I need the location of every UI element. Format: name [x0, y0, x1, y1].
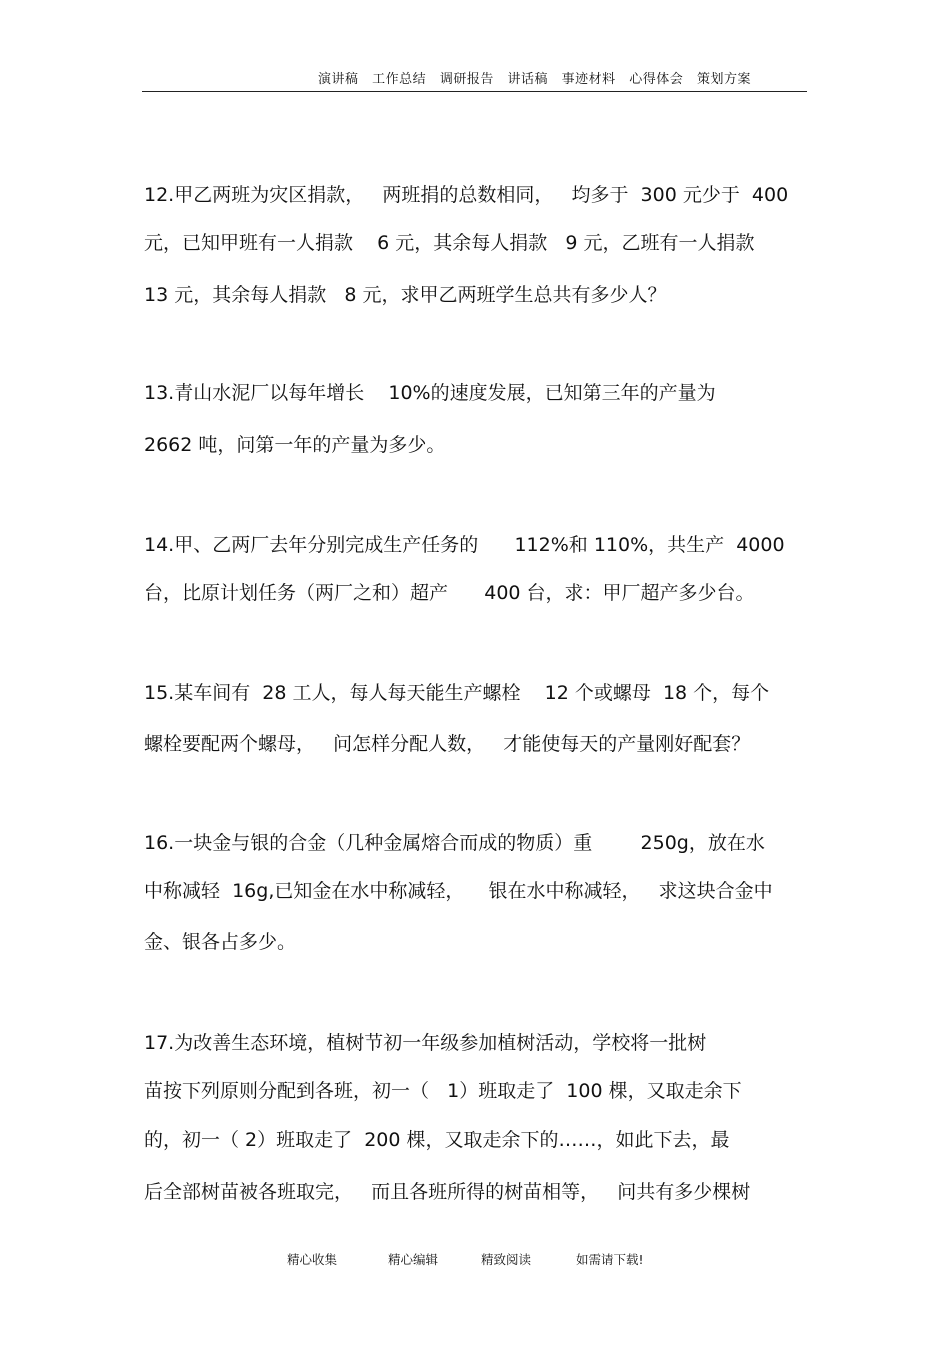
header-item-work-summary: 工作总结: [372, 72, 427, 87]
header-links: [318, 68, 760, 87]
problem-17-line-1: 17.为改善生态环境，植树节初一年级参加植树活动，学校将一批树: [144, 1032, 707, 1054]
header-item-deeds: 事迹材料: [561, 72, 616, 87]
problem-13-line-2: 2662 吨，问第一年的产量为多少。: [144, 434, 446, 456]
problem-17-line-2: 苗按下列原则分配到各班，初一（ 1）班取走了 100 棵，又取走余下: [144, 1080, 742, 1102]
header-item-talk: 讲话稿: [507, 72, 548, 87]
footer-item-edit: 精心编辑: [388, 1252, 439, 1267]
header-item-experience: 心得体会: [629, 72, 684, 87]
problem-13-line-1: 13.青山水泥厂以每年增长 10%的速度发展，已知第三年的产量为: [144, 382, 716, 404]
problem-17-line-4: 后全部树苗被各班取完， 而且各班所得的树苗相等， 问共有多少棵树: [144, 1181, 751, 1203]
problem-15-line-2: 螺栓要配两个螺母， 问怎样分配人数， 才能使每天的产量刚好配套？: [144, 733, 751, 755]
header-item-plan: 策划方案: [696, 72, 751, 87]
header-item-research-report: 调研报告: [439, 72, 494, 87]
footer-item-read: 精致阅读: [481, 1252, 532, 1267]
footer-item-collect: 精心收集: [287, 1252, 338, 1267]
problem-12-line-3: 13 元，其余每人捐款 8 元，求甲乙两班学生总共有多少人？: [144, 284, 667, 306]
problem-16-line-1: 16.一块金与银的合金（几种金属熔合而成的物质）重 250g，放在水: [144, 832, 765, 854]
problem-14-line-1: 14.甲、乙两厂去年分别完成生产任务的 112%和 110%，共生产 4000: [144, 534, 785, 556]
problem-16-line-3: 金、银各占多少。: [144, 931, 297, 953]
problem-15-line-1: 15.某车间有 28 工人，每人每天能生产螺栓 12 个或螺母 18 个，每个: [144, 682, 770, 704]
header-divider: [142, 91, 807, 92]
problem-12-line-2: 元，已知甲班有一人捐款 6 元，其余每人捐款 9 元，乙班有一人捐款: [144, 232, 755, 254]
problem-16-line-2: 中称减轻 16g,已知金在水中称减轻， 银在水中称减轻， 求这块合金中: [144, 880, 773, 902]
problem-14-line-2: 台，比原计划任务（两厂之和）超产 400 台，求：甲厂超产多少台。: [144, 582, 755, 604]
problem-12-line-1: 12.甲乙两班为灾区捐款， 两班捐的总数相同， 均多于 300 元少于 400: [144, 184, 789, 206]
footer-item-download: 如需请下载!: [576, 1252, 644, 1267]
problem-17-line-3: 的，初一（ 2）班取走了 200 棵，又取走余下的……，如此下去，最: [144, 1129, 730, 1151]
header-item-speech: 演讲稿: [318, 72, 359, 87]
